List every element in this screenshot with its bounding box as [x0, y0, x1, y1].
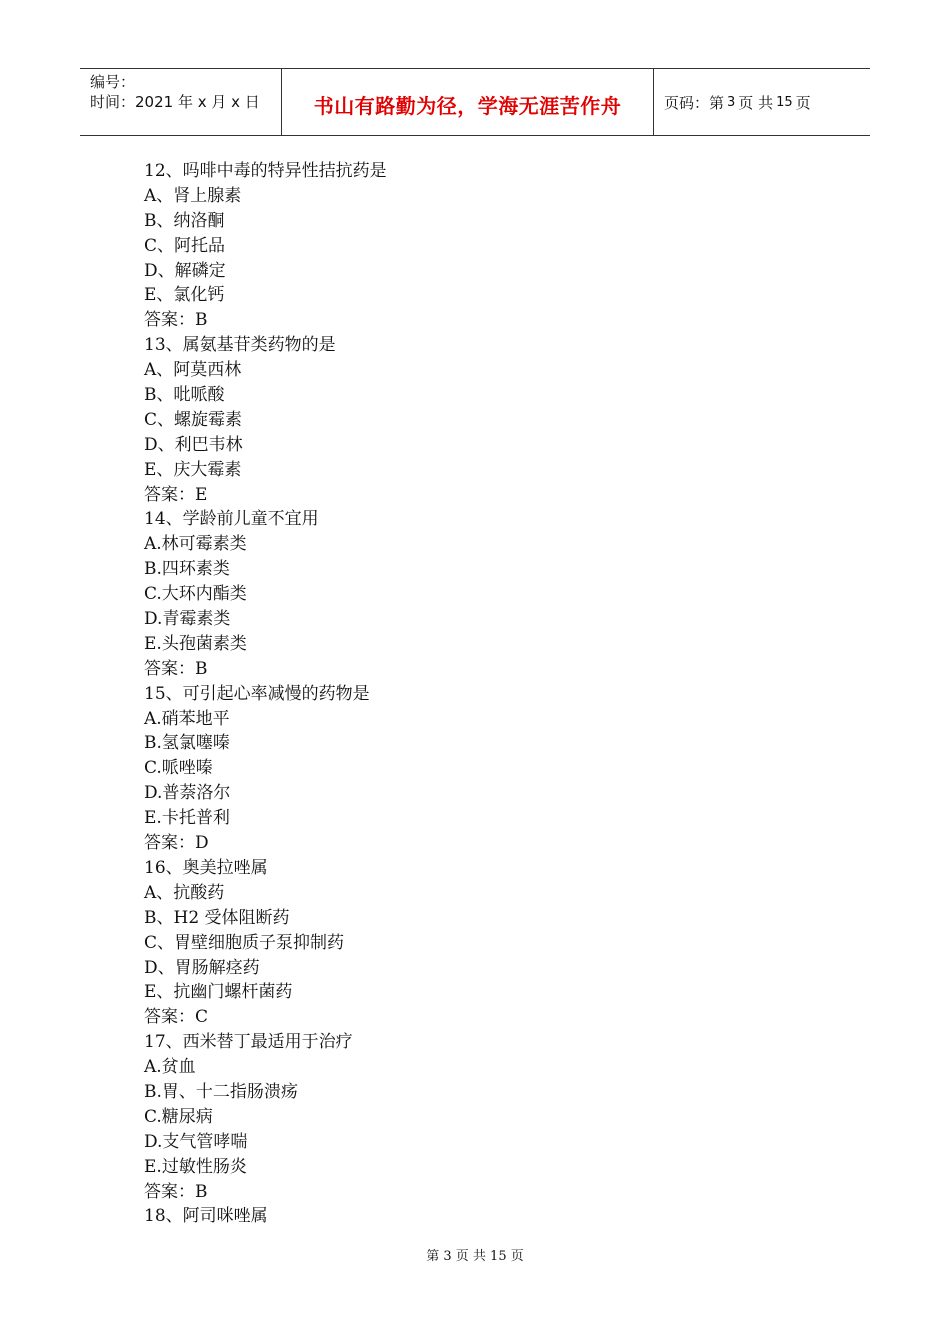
text-line: 17、西米替丁最适用于治疗 — [144, 1032, 353, 1053]
page-header — [80, 68, 870, 136]
text-line: E.过敏性肠炎 — [144, 1156, 247, 1177]
text-line: 答案：D — [144, 833, 209, 854]
text-line: A.林可霉素类 — [144, 534, 247, 555]
text-line: 13、属氨基苷类药物的是 — [144, 335, 336, 356]
page-mid: 页 共 — [738, 93, 774, 112]
text-line: D.支气管哮喘 — [144, 1131, 248, 1152]
text-line: B、吡哌酸 — [144, 385, 225, 406]
text-line: 答案：B — [144, 1181, 208, 1202]
text-line: 答案：B — [144, 310, 208, 331]
text-line: A、阿莫西林 — [144, 360, 242, 381]
text-line: 12、吗啡中毒的特异性拮抗药是 — [144, 161, 387, 181]
text-line: D、利巴韦林 — [144, 434, 243, 455]
page-current: 3 — [727, 94, 736, 110]
text-line: C.糖尿病 — [144, 1106, 213, 1127]
page-total: 15 — [776, 94, 793, 110]
text-line: B.氢氯噻嗪 — [144, 733, 230, 754]
text-line: 答案：C — [144, 1007, 209, 1028]
text-line: 18、阿司咪唑属 — [144, 1206, 268, 1227]
text-line: A.硝苯地平 — [144, 708, 230, 729]
text-line: A、肾上腺素 — [144, 185, 242, 206]
text-line: C、胃壁细胞质子泵抑制药 — [144, 932, 345, 953]
header-page-info — [654, 69, 870, 135]
header-meta — [80, 69, 282, 135]
text-line: D.青霉素类 — [144, 609, 231, 630]
text-line: D、胃肠解痉药 — [144, 957, 260, 978]
text-line: A、抗酸药 — [144, 882, 225, 903]
text-line: C.大环内酯类 — [144, 584, 247, 605]
text-line: 16、奥美拉唑属 — [144, 857, 268, 878]
header-motto: 书山有路勤为径，学海无涯苦作舟 — [282, 69, 654, 135]
text-line: E.头孢菌素类 — [144, 633, 247, 654]
document-number-label: 编号： — [90, 73, 136, 91]
text-line: B、H2 受体阻断药 — [144, 907, 290, 928]
text-line: 答案：E — [144, 484, 208, 505]
document-body — [144, 159, 844, 1229]
text-line: C、阿托品 — [144, 235, 226, 256]
text-line: E、氯化钙 — [144, 285, 225, 306]
text-line: B.四环素类 — [144, 559, 230, 580]
text-line: E、抗幽门螺杆菌药 — [144, 982, 293, 1003]
text-line: C.哌唑嗪 — [144, 758, 213, 779]
text-line: 14、学龄前儿童不宜用 — [144, 509, 319, 530]
page-footer: 第 3 页 共 15 页 — [426, 1249, 524, 1264]
text-line: E.卡托普利 — [144, 808, 230, 829]
page-label: 页码：第 — [664, 93, 725, 112]
text-line: D.普萘洛尔 — [144, 783, 231, 804]
document-date: 时间：2021 年 x 月 x 日 — [90, 93, 260, 111]
text-line: E、庆大霉素 — [144, 459, 242, 480]
text-line: B.胃、十二指肠溃疡 — [144, 1081, 298, 1102]
text-line: B、纳洛酮 — [144, 210, 225, 231]
text-line: 15、可引起心率减慢的药物是 — [144, 683, 370, 704]
text-line: 答案：B — [144, 658, 208, 679]
text-line: D、解磷定 — [144, 260, 226, 281]
page-end: 页 — [795, 93, 811, 112]
text-line: C、螺旋霉素 — [144, 409, 243, 430]
text-line: A.贫血 — [144, 1057, 196, 1078]
